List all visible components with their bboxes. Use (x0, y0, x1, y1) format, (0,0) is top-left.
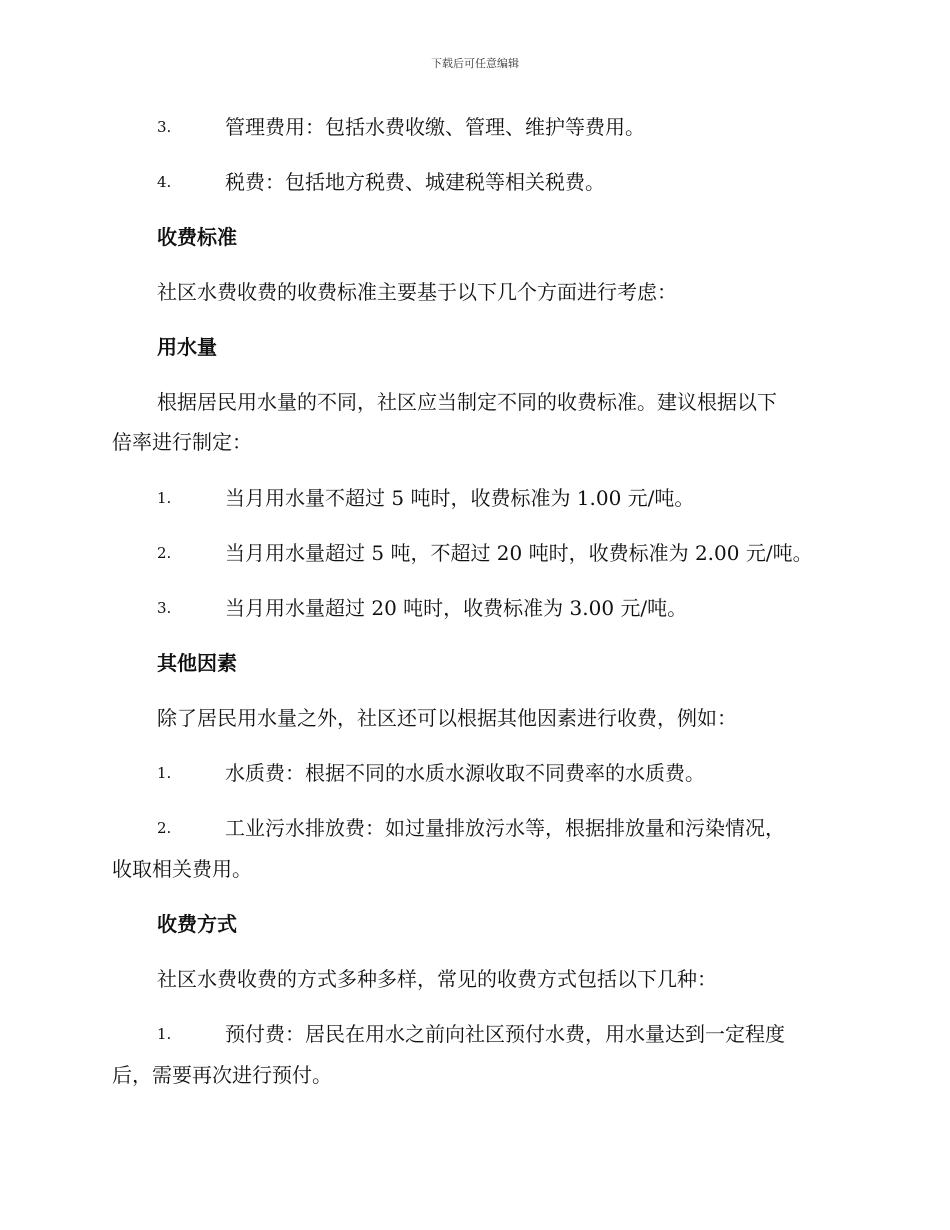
list-number: 1. (157, 489, 172, 507)
heading-other: 其他因素 (157, 651, 237, 675)
list-number: 4. (157, 173, 172, 191)
page-header: 下载后可任意编辑 (431, 57, 519, 70)
paragraph-text: 倍率进行制定： (112, 430, 252, 454)
list-number: 1. (157, 764, 172, 782)
paragraph-text: 社区水费收费的收费标准主要基于以下几个方面进行考虑： (157, 280, 677, 304)
paragraph-text: 社区水费收费的方式多种多样，常见的收费方式包括以下几种： (157, 967, 717, 991)
list-text: 后，需要再次进行预付。 (112, 1063, 332, 1087)
list-text: 预付费：居民在用水之前向社区预付水费，用水量达到一定程度 (225, 1022, 785, 1046)
list-text: 工业污水排放费：如过量排放污水等，根据排放量和污染情况， (225, 816, 785, 840)
list-text: 当月用水量不超过 5 吨时，收费标准为 1.00 元/吨。 (225, 486, 695, 510)
list-number: 2. (157, 819, 172, 837)
list-text: 收取相关费用。 (112, 857, 252, 881)
list-text: 当月用水量超过 5 吨，不超过 20 吨时，收费标准为 2.00 元/吨。 (225, 541, 813, 565)
list-number: 1. (157, 1025, 172, 1043)
list-text: 税费：包括地方税费、城建税等相关税费。 (225, 170, 605, 194)
list-text: 当月用水量超过 20 吨时，收费标准为 3.00 元/吨。 (225, 596, 688, 620)
heading-usage: 用水量 (157, 335, 217, 359)
paragraph-text: 除了居民用水量之外，社区还可以根据其他因素进行收费，例如： (157, 706, 737, 730)
list-text: 管理费用：包括水费收缴、管理、维护等费用。 (225, 115, 645, 139)
list-number: 3. (157, 599, 172, 617)
list-text: 水质费：根据不同的水质水源收取不同费率的水质费。 (225, 761, 705, 785)
paragraph-text: 根据居民用水量的不同，社区应当制定不同的收费标准。建议根据以下 (157, 390, 777, 414)
list-number: 3. (157, 118, 172, 136)
heading-standards: 收费标准 (157, 225, 237, 249)
list-number: 2. (157, 544, 172, 562)
heading-methods: 收费方式 (157, 912, 237, 936)
